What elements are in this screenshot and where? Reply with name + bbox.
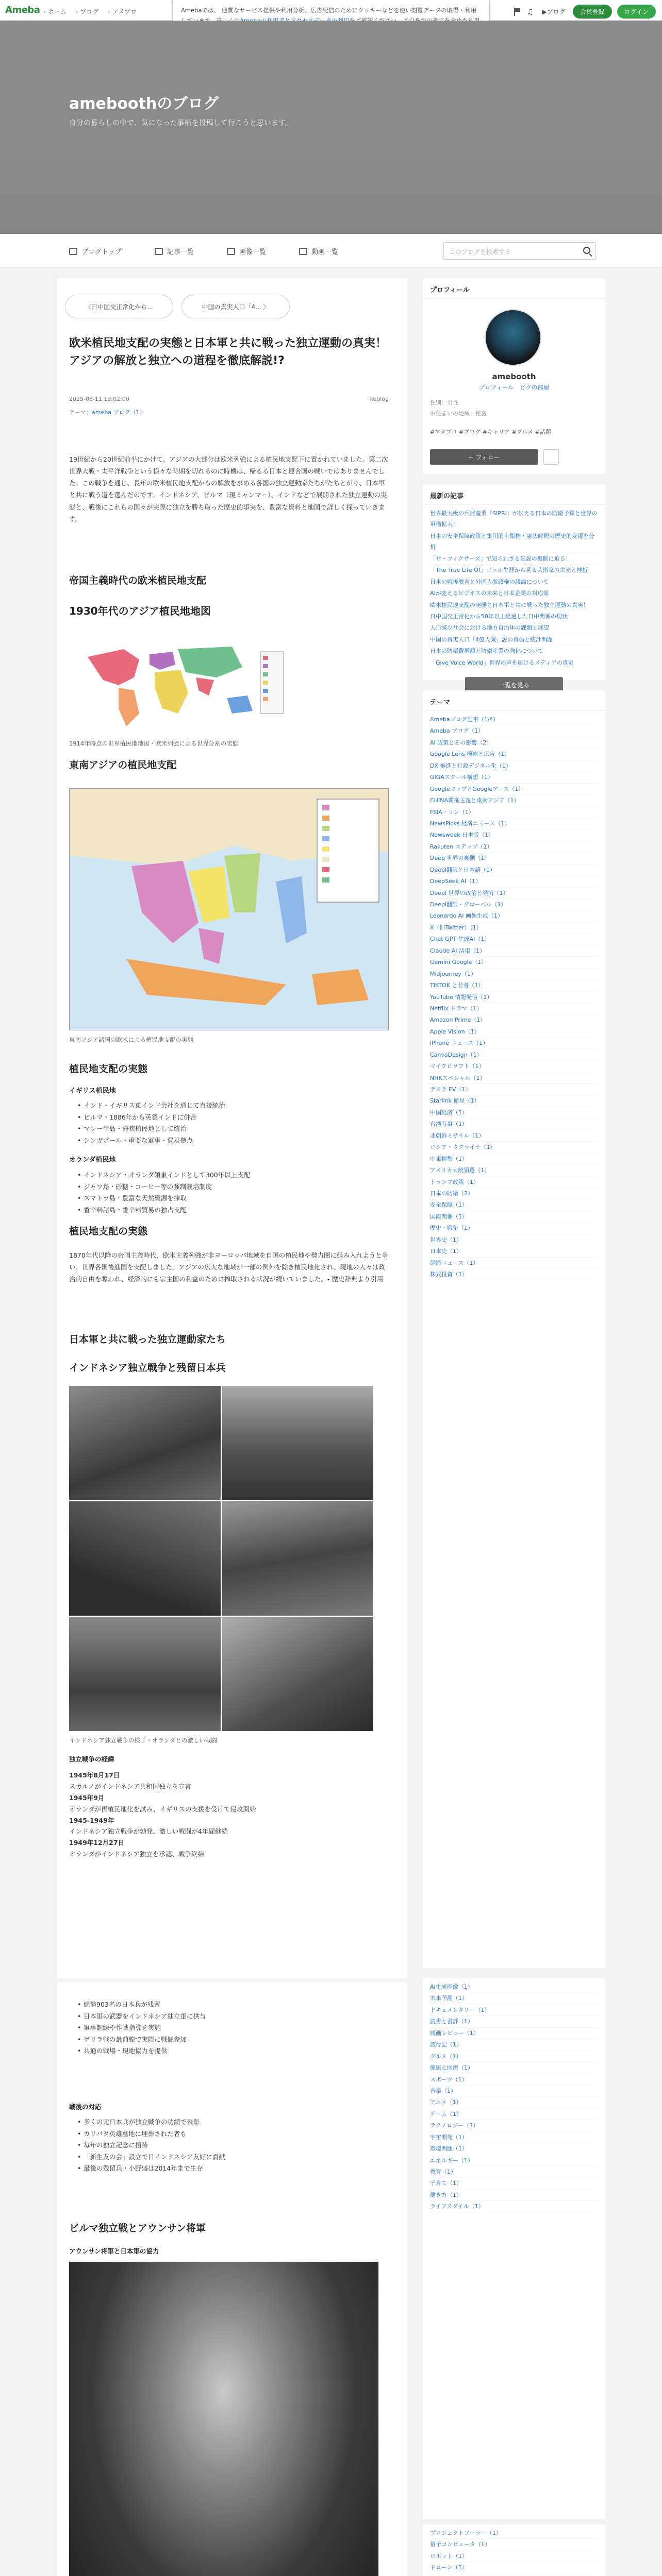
top-nav-home[interactable]: › ホーム <box>43 7 67 16</box>
prev-article-button[interactable]: 〈日中国交正常化から... <box>65 295 173 318</box>
theme-item[interactable]: GIGAスクール構想（1） <box>430 772 598 783</box>
reblog-button[interactable]: Reblog <box>369 396 389 402</box>
heading-1930-map: 1930年代のアジア植民地地図 <box>69 605 211 617</box>
heading-colonial-reality-2: 植民地支配の実態 <box>69 1226 148 1237</box>
heading-colonial-reality: 植民地支配の実態 <box>69 1063 148 1075</box>
colonial-reality-text: 1870年代以降の帝国主義時代、欧米主義列強が非ヨーロッパ地域を自国の植民地や勢力圏に組み入れようと争い、世界各国後進国を支配しました。アジアの広大な地域が一部の例外を除き植民地化され、現地の人々は政治的自由を奪われ、経済的にも宗主国の利益のために搾取される状況が続いていました。- 歴史辞典より引用 <box>69 1251 389 1283</box>
war-photo <box>69 1386 221 1500</box>
article-theme <box>69 408 145 416</box>
profile-gender: 性別：男性 <box>430 399 458 406</box>
theme-item[interactable]: 中東情勢（1） <box>430 1154 598 1165</box>
list-item: • 多くの元日本兵が独立戦争の功績で表彰 <box>77 2116 387 2128</box>
theme-item[interactable]: 未来予測（1） <box>430 1993 598 2004</box>
article-title: 欧米植民地支配の実態と日本軍と共に戦った独立運動の真実！アジアの解放と独立への道程を徹底解説!? <box>69 337 387 368</box>
theme-item[interactable]: テクノロジー（1） <box>430 2120 598 2131</box>
theme-item[interactable]: 健康と医療（1） <box>430 2062 598 2074</box>
theme-item[interactable]: Deepl翻訳と日本語（1） <box>430 865 598 876</box>
list-item: • マレー半島・海峡植民地として統治 <box>77 1123 387 1135</box>
list-item: • 毎年の独立記念に招待 <box>77 2140 387 2151</box>
recent-article-item[interactable]: 中国の真実人口「4億人減」説の真偽と統計問題 <box>430 634 598 646</box>
article-theme-label: テーマ： <box>69 409 92 416</box>
timeline-date: 1945年8月17日 <box>69 1771 120 1779</box>
top-nav <box>43 7 137 16</box>
ameba-logo[interactable]: Ameba <box>5 5 40 15</box>
recent-more-button[interactable]: 一覧を見る <box>465 677 563 692</box>
theme-item[interactable]: CHINA覇権主義と東南アジア（1） <box>430 795 598 806</box>
blog-title[interactable]: ameboothのブログ <box>69 95 219 113</box>
nav-image-list[interactable] <box>227 246 266 256</box>
theme-item[interactable]: 台湾有事（1） <box>430 1118 598 1130</box>
search-placeholder: このブログを検索する <box>449 248 511 256</box>
theme-item[interactable]: iPhone ニュース（1） <box>430 1038 598 1049</box>
profile-name[interactable]: amebooth <box>492 372 536 381</box>
theme-item[interactable]: プロジェクトソーラー（1） <box>430 2528 598 2539</box>
theme-item[interactable]: 経済ニュース（1） <box>430 1258 598 1269</box>
list-item: • ジャワ島・砂糖・コーヒー等の強制栽培制度 <box>77 1181 387 1193</box>
recent-article-item[interactable]: 日本の防衛費増額と防衛産業の強化について <box>430 646 598 657</box>
heading-burma: ビルマ独立戦とアウンサン将軍 <box>69 2223 206 2234</box>
theme-item[interactable]: 株式投資（1） <box>430 1269 598 1280</box>
theme-item[interactable]: AI生成画像（1） <box>430 1981 598 1993</box>
list-item: • 香辛料諸島・香辛料貿易の独占支配 <box>77 1205 387 1216</box>
recent-article-item[interactable]: 「Give Voice World」世界の声を届けるメディアの真実 <box>430 657 598 669</box>
sidebar-profile <box>423 278 605 474</box>
heading-dutch-colonies: オランダ植民地 <box>69 1156 116 1164</box>
list-item: • 総勢903名の日本兵が残留 <box>77 1999 387 2011</box>
sea-colonial-map-image <box>69 788 389 1030</box>
theme-item[interactable] <box>430 2574 598 2576</box>
theme-item[interactable]: 安全保障（1） <box>430 1199 598 1211</box>
blog-search-input[interactable] <box>443 242 596 260</box>
nav-video-list[interactable] <box>299 246 338 256</box>
list-item: • 最後の残留兵・小野盛は2014年まで生存 <box>77 2163 387 2175</box>
profile-tags[interactable]: #アメブロ #ブログ #キャリア #グルメ #話題 <box>430 429 551 435</box>
theme-item[interactable]: Amazon Prime（1） <box>430 1014 598 1026</box>
recent-list <box>423 505 605 672</box>
british-colony-list <box>77 1100 387 1146</box>
article-date: 2025-08-11 13:02:00 <box>69 396 129 402</box>
theme-item[interactable]: 日本史（1） <box>430 1246 598 1257</box>
profile-area: お住まいの地域：秘密 <box>430 410 487 417</box>
theme-item[interactable]: Deep 世界の裏側（1） <box>430 853 598 864</box>
list-item: • インドネシア・オランダ領東インドとして300年以上支配 <box>77 1170 387 1181</box>
list-item: • ビルマ・1886年から英領インドに併合 <box>77 1112 387 1124</box>
login-button[interactable]: ログイン <box>617 5 656 19</box>
sidebar-themes-continued <box>423 1978 605 2519</box>
top-nav-ameblo[interactable]: › アメブロ <box>108 7 137 16</box>
war-photo <box>69 1617 221 1731</box>
article-meta <box>69 396 389 402</box>
list-item: • スマトラ島・豊富な天然資源を搾取 <box>77 1193 387 1205</box>
timeline-date: 1945-1949年 <box>69 1816 114 1824</box>
theme-list <box>423 711 605 1283</box>
heading-postwar: 戦後の対応 <box>69 2103 102 2111</box>
theme-item[interactable]: X（旧Twitter）（1） <box>430 922 598 934</box>
profile-avatar[interactable] <box>485 309 541 366</box>
list-item: • ゲリラ戦の最前線で実際に戦闘参加 <box>77 2034 387 2046</box>
theme-item[interactable]: DeepSeek AI（1） <box>430 876 598 887</box>
heading-imperialism: 帝国主義時代の欧米植民地支配 <box>69 575 207 586</box>
theme-item[interactable]: Claude AI 活用（1） <box>430 945 598 957</box>
war-timeline <box>69 1770 389 1860</box>
heading-indonesia-war: インドネシア独立戦争と残留日本兵 <box>69 1362 226 1374</box>
theme-item[interactable]: 日本の防衛（2） <box>430 1188 598 1199</box>
recent-article-item[interactable]: 欧米植民地支配の実態と日本軍と共に戦った独立運動の真実！ <box>430 600 598 611</box>
nav-video-list-label: 動画一覧 <box>311 248 339 256</box>
top-nav-blog[interactable]: › ブログ <box>76 7 99 16</box>
timeline-event: スカルノがインドネシア共和国独立を宣言 <box>69 1782 191 1790</box>
theme-item[interactable]: Amebaブログ記事（1/4） <box>430 714 598 725</box>
theme-item[interactable]: Gemini Google（1） <box>430 957 598 968</box>
blog-subtitle: 自分の暮らしの中で、気になった事柄を投稿して行こうと思います。 <box>69 119 292 127</box>
timeline-date: 1945年9月 <box>69 1793 105 1802</box>
theme-item[interactable]: 旅行記（1） <box>430 2039 598 2050</box>
search-icon[interactable] <box>583 247 590 254</box>
theme-item[interactable]: アメリカ大統領選（1） <box>430 1165 598 1176</box>
video-icon <box>299 248 307 255</box>
war-photo <box>222 1501 374 1615</box>
home-icon <box>69 248 77 255</box>
sidebar-themes-3 <box>423 2524 605 2576</box>
postwar-list <box>77 2116 387 2175</box>
theme-item[interactable]: 世界史（1） <box>430 1234 598 1246</box>
theme-item[interactable]: 読書と書評（1） <box>430 2016 598 2027</box>
theme-item[interactable]: マイクロソフト（1） <box>430 1061 598 1072</box>
bell-icon[interactable]: ♫ <box>526 7 534 16</box>
next-article-button[interactable]: 中国の真実人口「4... 〉 <box>181 295 290 318</box>
theme-item[interactable]: テスラ EV（1） <box>430 1084 598 1095</box>
nav-blog-top-label: ブログトップ <box>81 248 122 256</box>
world-colonial-map-image <box>77 636 289 734</box>
theme-item[interactable]: ゲーム（1） <box>430 2109 598 2120</box>
list-item: • 「新生友の会」設立で日インドネシア友好に貢献 <box>77 2151 387 2163</box>
theme-item[interactable]: 歴史・戦争（1） <box>430 1223 598 1234</box>
theme-item[interactable]: 子育て（1） <box>430 2178 598 2189</box>
caption-war-photos: インドネシア独立戦争の様子・オランダとの激しい戦闘 <box>69 1737 217 1744</box>
theme-item[interactable]: FSIA・リン（1） <box>430 807 598 818</box>
theme-item[interactable]: Chat GPT 生成AI（1） <box>430 934 598 945</box>
theme-heading: テーマ <box>423 690 605 711</box>
timeline-event: インドネシア独立戦争が勃発、激しい戦闘が4年間継続 <box>69 1827 228 1836</box>
sidebar-themes <box>423 690 605 1968</box>
theme-item[interactable]: NewsPicks 経済ニュース（1） <box>430 818 598 829</box>
theme-item[interactable]: Netflix ドラマ（1） <box>430 1003 598 1014</box>
theme-item[interactable]: TIKTOK と若者（1） <box>430 980 598 991</box>
recent-heading: 最新の記事 <box>423 484 605 505</box>
theme-item[interactable]: Leonardo AI 画像生成（1） <box>430 910 598 922</box>
theme-item[interactable]: Google Lens 検索と広告（1） <box>430 749 598 760</box>
heading-independence-fighters: 日本軍と共に戦った独立運動家たち <box>69 1334 226 1345</box>
recent-article-item[interactable]: 日中国交正常化から50年以上経過した日中関係の現状 <box>430 611 598 622</box>
war-photo <box>69 1501 221 1615</box>
theme-list-3 <box>423 2524 605 2576</box>
caption-world-map: 1914年時点の世界植民地地図・欧米列強による世界分割の実態 <box>69 740 239 747</box>
blog-button[interactable]: ▶ブログ <box>542 8 566 15</box>
sea-map-svg <box>70 789 389 1030</box>
theme-item[interactable]: ロシア・ウクライナ（1） <box>430 1142 598 1153</box>
aung-san-portrait <box>69 2262 378 2576</box>
theme-item[interactable]: 教育（1） <box>430 2166 598 2178</box>
sidebar-recent <box>423 484 605 689</box>
theme-item[interactable]: ドキュメンタリー（1） <box>430 2005 598 2016</box>
list-icon <box>155 248 163 255</box>
recent-article-item[interactable]: 日本の戦後教育と外国人参政権の議論について <box>430 577 598 588</box>
theme-item[interactable]: 国際関係（1） <box>430 1211 598 1223</box>
list-item: • 日本軍の武器をインドネシア独立軍に供与 <box>77 2011 387 2023</box>
follow-menu-button[interactable] <box>543 449 559 465</box>
article-pager <box>65 295 290 318</box>
list-item: • 軍事訓練や作戦指導を実施 <box>77 2022 387 2034</box>
theme-item[interactable]: GoogleマップとGoogleアース（1） <box>430 784 598 795</box>
theme-item[interactable]: ロボット（1） <box>430 2551 598 2562</box>
flag-icon[interactable] <box>514 8 521 16</box>
nav-article-list[interactable] <box>155 246 194 256</box>
blog-header-banner <box>0 21 662 234</box>
article-intro: 19世紀から20世紀前半にかけて、アジアの大部分は欧米列強による植民地支配下に置かれていました。第二次世界大戦・太平洋戦争という様々な時期を切れるのに時機は、帰るる日本と連合国の戦いではありませんでした。この戦争を通じ、長年の欧米植民地支配からの解放を求める各国の独立運動家たちがたちとがり、日本軍と共に戦う道を選んだのです。インドネシア、ビルマ（現ミャンマー）、インドなどで展開された独立運動の実態と、戦後にこれらの国々が実際に独立を勝ち取った歴史的事実を、豊富な資料と地図で詳しく探っていきます。 <box>69 455 388 523</box>
theme-item[interactable]: Deepl 世界の政治と経済（1） <box>430 888 598 899</box>
indonesia-war-photo-grid <box>69 1386 373 1731</box>
world-map-svg <box>77 636 289 734</box>
recent-article-item[interactable]: 「The True Life Of」ゴッホ生涯から見る芸術家の栄光と挫折 <box>430 565 598 576</box>
theme-item[interactable]: 環境問題（1） <box>430 2143 598 2155</box>
timeline-date: 1949年12月27日 <box>69 1839 125 1847</box>
theme-item[interactable]: NHKスペシャル（1） <box>430 1073 598 1084</box>
notice-text-1: Amebaでは、 他質なサービス提供や利用分析、広告配信のためにクッキーなどを使い閲覧データの取得・利用 <box>181 7 477 14</box>
theme-item[interactable]: DX 推進と行政デジタル化（1） <box>430 760 598 772</box>
image-icon <box>227 248 235 255</box>
follow-button[interactable]: + フォロー <box>430 449 538 465</box>
war-photo <box>222 1617 374 1731</box>
theme-item[interactable]: 宇宙開発（1） <box>430 2132 598 2143</box>
recent-article-item[interactable]: AIが変えるビジネスの未来と日本企業の対応策 <box>430 588 598 599</box>
list-item: • 共通の戦場・現地協力を提供 <box>77 2045 387 2057</box>
theme-item[interactable]: AI 政策とその影響（2） <box>430 737 598 749</box>
recent-article-item[interactable]: 人口減少社会における地方自治体の課題と展望 <box>430 622 598 634</box>
timeline-event: オランダがインドネシア独立を承認、戦争終結 <box>69 1850 204 1858</box>
heading-sea-colonial: 東南アジアの植民地支配 <box>69 759 177 771</box>
profile-info <box>430 398 600 419</box>
recent-article-item[interactable]: 世界最大級の兵器産業「SIPRI」が伝える日本の防衛予算と世界の軍備拡大！ <box>430 508 598 531</box>
theme-item[interactable]: CanvaDesign（1） <box>430 1049 598 1061</box>
theme-item[interactable]: ドローン（1） <box>430 2562 598 2573</box>
caption-sea-map: 東南アジア諸国の欧米による植民地支配の実態 <box>69 1036 194 1043</box>
top-right-actions <box>514 5 656 19</box>
theme-item[interactable]: 北朝鮮ミサイル（1） <box>430 1130 598 1142</box>
theme-item[interactable]: 働き方（1） <box>430 2190 598 2201</box>
nav-blog-top[interactable] <box>69 246 122 256</box>
blog-nav <box>0 234 662 268</box>
nav-image-list-label: 画像一覧 <box>239 248 267 256</box>
heading-aung-san: アウンサン将軍と日本軍の協力 <box>69 2247 159 2255</box>
theme-item[interactable]: 映画レビュー（1） <box>430 2028 598 2039</box>
list-item: • インド・イギリス東インド会社を通じて直接統治 <box>77 1100 387 1112</box>
japanese-soldier-list <box>77 1999 387 2057</box>
theme-item[interactable]: Starlink 衛星（1） <box>430 1095 598 1107</box>
heading-british-colonies: イギリス植民地 <box>69 1087 116 1095</box>
recent-article-item[interactable]: 「ザ・フィクサーズ」で知られざる伝説の裏側に迫る！ <box>430 553 598 565</box>
theme-item[interactable]: 量子コンピュータ（1） <box>430 2539 598 2550</box>
register-button[interactable]: 会員登録 <box>573 5 612 19</box>
recent-article-item[interactable]: 日本の安全保障政策と集団的自衛権・憲法解釈の歴史的変遷を分析 <box>430 531 598 553</box>
theme-item[interactable]: エネルギー（1） <box>430 2155 598 2166</box>
list-item: • カリバタ英雄墓地に埋葬された者も <box>77 2128 387 2140</box>
theme-list-2 <box>423 1978 605 2216</box>
theme-item[interactable]: アニメ（1） <box>430 2097 598 2108</box>
article-theme-link[interactable]: ameba ブログ（1） <box>92 409 145 416</box>
theme-item[interactable]: Midjourney（1） <box>430 969 598 980</box>
theme-item[interactable]: YouTube 情報発信（1） <box>430 992 598 1003</box>
theme-item[interactable]: Deepl翻訳・グローバル（1） <box>430 899 598 910</box>
war-photo <box>222 1386 374 1500</box>
theme-item[interactable]: グルメ（1） <box>430 2051 598 2062</box>
theme-item[interactable]: Rakuten ステップ（1） <box>430 841 598 853</box>
theme-item[interactable]: 中国経済（1） <box>430 1107 598 1118</box>
heading-war-timeline: 独立戦争の経緯 <box>69 1755 114 1763</box>
sea-map-new-guinea <box>312 969 369 1005</box>
list-item: • シンガポール・重要な軍事・貿易拠点 <box>77 1135 387 1147</box>
theme-item[interactable]: ライフスタイル（1） <box>430 2201 598 2212</box>
profile-heading: プロフィール <box>423 278 605 299</box>
timeline-event: オランダが再植民地化を試み、イギリスの支援を受けて侵攻開始 <box>69 1805 256 1813</box>
theme-item[interactable]: 音楽（1） <box>430 2086 598 2097</box>
nav-article-list-label: 記事一覧 <box>167 248 194 256</box>
profile-links[interactable]: プロフィール ピグの部屋 <box>478 384 550 391</box>
theme-item[interactable]: Ameba ブログ（1） <box>430 725 598 737</box>
theme-item[interactable]: スポーツ（1） <box>430 2074 598 2086</box>
theme-item[interactable]: Newsweek 日本版（1） <box>430 829 598 841</box>
dutch-colony-list <box>77 1170 387 1216</box>
theme-item[interactable]: トランプ政策（1） <box>430 1177 598 1188</box>
theme-item[interactable]: Apple Vision（1） <box>430 1026 598 1038</box>
